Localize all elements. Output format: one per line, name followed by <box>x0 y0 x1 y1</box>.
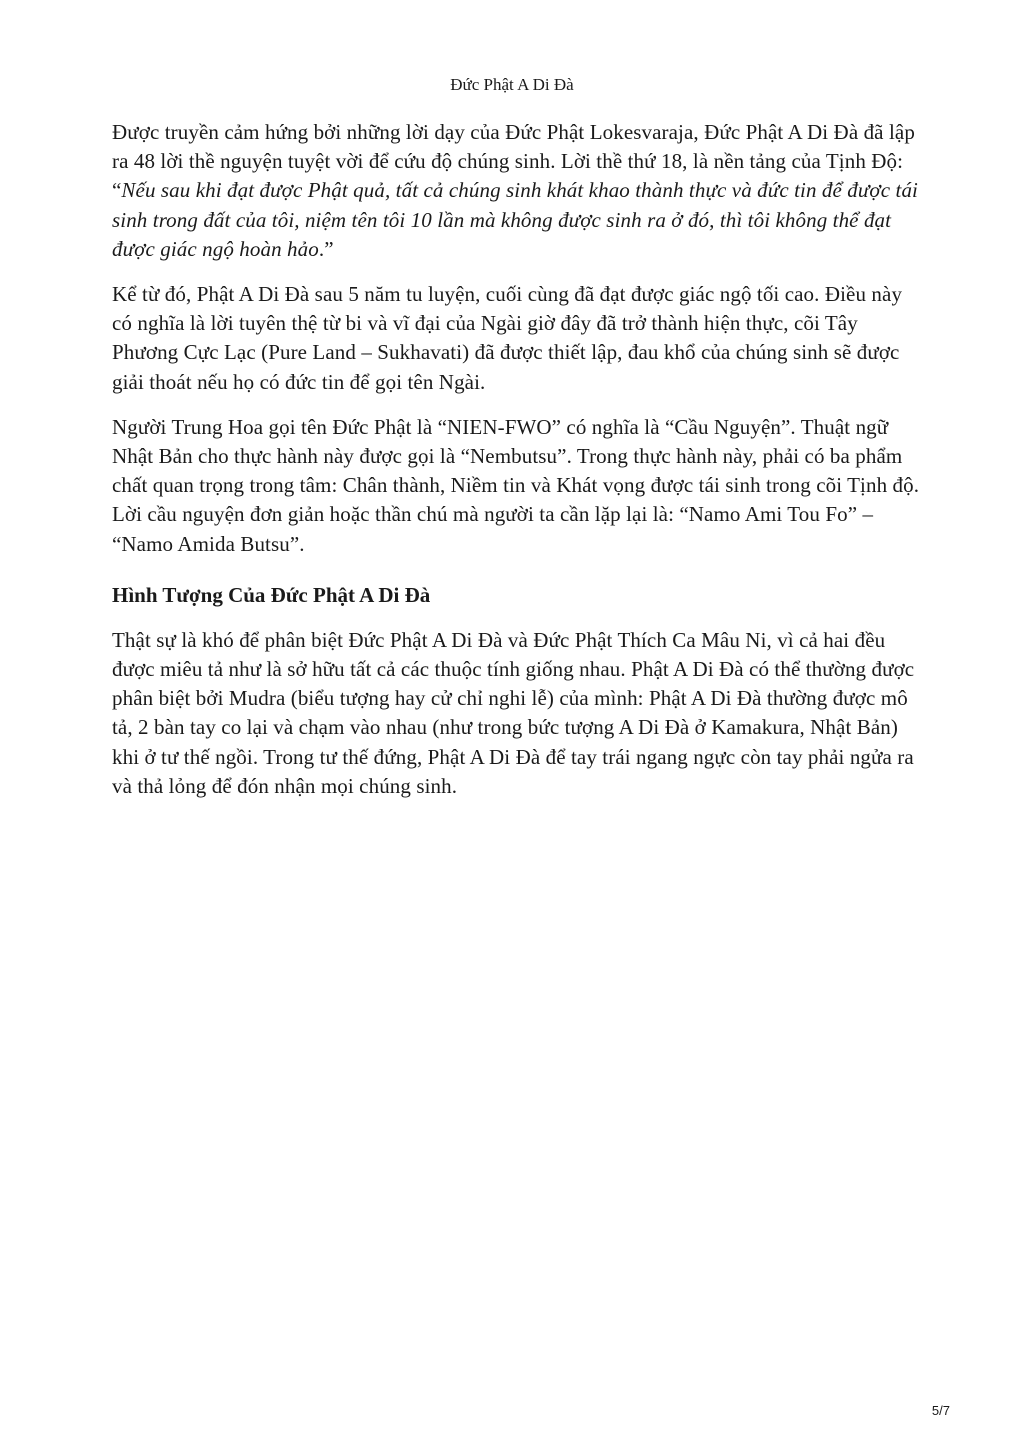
paragraph-nembutsu: Người Trung Hoa gọi tên Đức Phật là “NIEN-FWO” có nghĩa là “Cầu Nguyện”. Thuật ngữ Nhật Bản cho thực hành này được gọi là “Nembutsu”. Trong thực hành này, phải có ba phẩm chất quan trọng trong tâm: Chân thành, Niềm tin và Khát vọng được tái sinh trong cõi Tịnh độ. Lời cầu nguyện đơn giản hoặc thần chú mà người ta cần lặp lại là: “Namo Ami Tou Fo” – “Namo Amida Butsu”. <box>112 414 920 556</box>
paragraph-vows-intro: Được truyền cảm hứng bởi những lời dạy của Đức Phật Lokesvaraja, Đức Phật A Di Đà đã lập ra 48 lời thề nguyện tuyệt vời để cứu độ chúng sinh. Lời thề thứ 18, là nền tảng của Tịnh Độ: “ <box>112 120 915 203</box>
paragraph-vows-end: .” <box>318 236 334 261</box>
running-header: Đức Phật A Di Đà <box>450 75 574 94</box>
paragraph-vows <box>112 118 920 264</box>
vow-18-quote: Nếu sau khi đạt được Phật quả, tất cả chúng sinh khát khao thành thực và đức tin để được tái sinh trong đất của tôi, niệm tên tôi 10 lần mà không được sinh ra ở đó, thì tôi không thể đạt được giác ngộ hoàn hảo <box>112 178 918 261</box>
page-number: 5/7 <box>931 1403 950 1418</box>
document-body <box>112 118 920 817</box>
section-heading: Hình Tượng Của Đức Phật A Di Đà <box>112 582 431 607</box>
paragraph-iconography: Thật sự là khó để phân biệt Đức Phật A Di Đà và Đức Phật Thích Ca Mâu Ni, vì cả hai đều được miêu tả như là sở hữu tất cả các thuộc tính giống nhau. Phật A Di Đà có thể thường được phân biệt bởi Mudra (biểu tượng hay cử chỉ nghi lễ) của mình: Phật A Di Đà thường được mô tả, 2 bàn tay co lại và chạm vào nhau (như trong bức tượng A Di Đà ở Kamakura, Nhật Bản) khi ở tư thế ngồi. Trong tư thế đứng, Phật A Di Đà để tay trái ngang ngực còn tay phải ngửa ra và thả lỏng để đón nhận mọi chúng sinh. <box>112 627 915 798</box>
paragraph-enlightenment: Kể từ đó, Phật A Di Đà sau 5 năm tu luyện, cuối cùng đã đạt được giác ngộ tối cao. Điều này có nghĩa là lời tuyên thệ từ bi và vĩ đại của Ngài giờ đây đã trở thành hiện thực, cõi Tây Phương Cực Lạc (Pure Land – Sukhavati) đã được thiết lập, đau khổ của chúng sinh sẽ được giải thoát nếu họ có đức tin để gọi tên Ngài. <box>112 282 903 394</box>
